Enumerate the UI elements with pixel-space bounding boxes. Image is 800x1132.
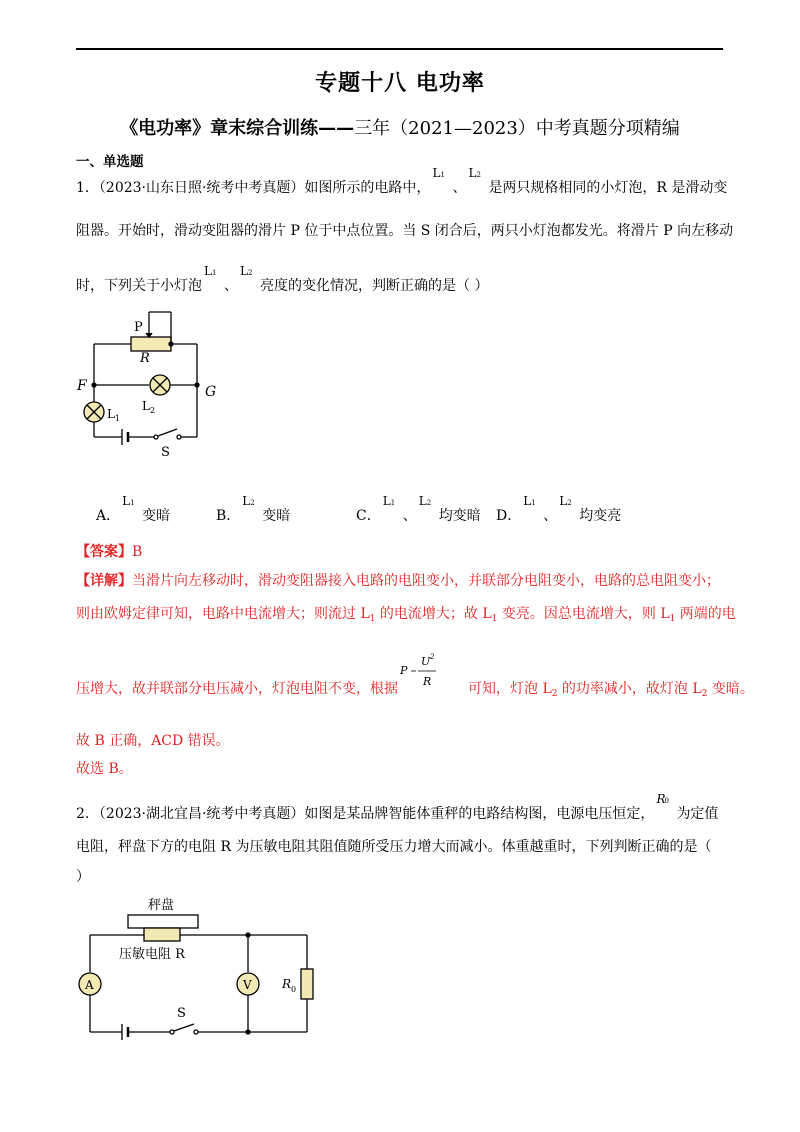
option-d-text: 均变亮 xyxy=(579,508,622,524)
q1-label-r: R xyxy=(140,351,150,366)
option-a-l: L xyxy=(122,494,131,508)
detail-line-1-text: 当滑片向左移动时，滑动变阻器接入电路的电阻变小，并联部分电阻变小，电路的总电阻变小； xyxy=(132,573,720,589)
formula-u: U xyxy=(421,655,431,668)
option-d-sub1: 1 xyxy=(531,499,536,507)
option-d-letter: D． xyxy=(496,508,522,524)
detail-l2-d: 两端的电 xyxy=(675,606,736,622)
q2-label-v: V xyxy=(243,978,252,992)
option-d-sep: 、 xyxy=(543,508,558,524)
q1-l2-letter: L xyxy=(468,166,477,180)
q1-option-d[interactable] xyxy=(496,494,622,525)
q1-symbol-l1b xyxy=(202,264,224,290)
option-b-symbol xyxy=(240,494,262,520)
page-subtitle xyxy=(0,114,800,140)
q1-line-3-b: 、 xyxy=(224,278,238,294)
q1-l1-sub: 1 xyxy=(440,171,445,179)
option-d-symbol-1 xyxy=(521,494,543,520)
q1-conclusion-2: 故选 B。 xyxy=(76,761,133,777)
option-d-l2: L xyxy=(559,494,568,508)
q1-answer xyxy=(76,541,142,561)
option-b-l: L xyxy=(242,494,251,508)
q1-detail-line-2 xyxy=(76,603,736,624)
option-c-l1: L xyxy=(382,494,391,508)
q1-symbol-l2 xyxy=(466,166,488,192)
detail-l3-c: 的功率减小，故灯泡 L xyxy=(557,681,702,697)
option-b-letter: B． xyxy=(216,508,241,524)
detail-l2-sub3: 1 xyxy=(669,614,676,624)
power-formula xyxy=(394,652,444,702)
detail-l2-sub1: 1 xyxy=(369,614,376,624)
q1-circuit-diagram xyxy=(74,304,234,464)
q1-line-1-c: 是两只规格相同的小灯泡，R 是滑动变 xyxy=(488,180,728,196)
q1-l1b-sub: 1 xyxy=(212,269,217,277)
detail-l2-c: 变亮。因总电流增大，则 L xyxy=(497,606,670,622)
option-d-symbol-2 xyxy=(557,494,579,520)
q2-label-a: A xyxy=(85,978,94,992)
detail-l2-b: 的电流增大；故 L xyxy=(375,606,492,622)
section-title: 一、单选题 xyxy=(76,154,144,170)
q1-line-3-c: 亮度的变化情况，判断正确的是（ ） xyxy=(260,278,489,294)
q1-line-1-b: 、 xyxy=(452,180,467,196)
detail-l3-a: 压增大，故并联部分电压减小，灯泡电阻不变，根据 xyxy=(76,681,398,697)
q1-label-f: F xyxy=(77,378,87,394)
answer-label: 【答案】 xyxy=(76,544,132,560)
q1-l1-letter: L xyxy=(432,166,441,180)
q1-label-l2: $L_2$ xyxy=(142,399,156,415)
q1-line-3-a: 时，下列关于小灯泡 xyxy=(76,278,202,294)
option-a-text: 变暗 xyxy=(142,508,171,524)
option-c-sub2: 2 xyxy=(426,499,432,507)
q1-symbol-l2b xyxy=(238,264,260,290)
option-c-l2: L xyxy=(418,494,427,508)
detail-l3-sub1: 2 xyxy=(551,689,558,699)
detail-l2-a: 则由欧姆定律可知，电路中电流增大；则流过 L xyxy=(76,606,370,622)
option-a-symbol xyxy=(120,494,142,520)
top-rule xyxy=(76,48,723,50)
q2-circuit-diagram xyxy=(74,892,324,1052)
q2-label-r0: $R_0$ xyxy=(282,977,297,994)
q2-line-1 xyxy=(76,792,719,823)
option-c-symbol-2 xyxy=(417,494,439,520)
option-c-letter: C． xyxy=(356,508,381,524)
page-title: 专题十八 电功率 xyxy=(315,71,485,96)
q1-l2b-letter: L xyxy=(240,264,248,278)
q2-line-1-a: 2．（2023·湖北宜昌·统考中考真题）如图是某品牌智能体重秤的电路结构图，电源电压恒定， xyxy=(76,806,655,822)
q1-conclusion-1: 故 B 正确，ACD 错误。 xyxy=(76,733,230,749)
q1-label-p: P xyxy=(134,320,143,335)
option-a-letter: A． xyxy=(96,508,121,524)
option-a-sub: 1 xyxy=(130,499,135,507)
q1-symbol-l1 xyxy=(430,166,452,192)
detail-l3-d: 变暗。 xyxy=(707,681,754,697)
formula-r: R xyxy=(423,675,432,688)
option-b-sub: 2 xyxy=(250,499,255,507)
formula-p: P xyxy=(400,664,408,677)
option-b-text: 变暗 xyxy=(262,508,291,524)
q2-line-3: ） xyxy=(76,869,90,885)
q1-detail-line-1 xyxy=(76,570,720,590)
option-d-l1: L xyxy=(523,494,532,508)
detail-l3-sub2: 2 xyxy=(701,689,708,699)
option-c-text: 均变暗 xyxy=(438,508,481,524)
q1-l2-sub: 2 xyxy=(476,171,481,179)
q1-option-c[interactable] xyxy=(356,494,481,525)
detail-label: 【详解】 xyxy=(76,573,132,589)
q2-label-s: S xyxy=(177,1006,186,1021)
detail-l2-sub2: 1 xyxy=(491,614,498,624)
q1-label-g: G xyxy=(205,384,217,400)
answer-value: B xyxy=(132,544,143,560)
option-c-symbol-1 xyxy=(381,494,403,520)
q1-l2b-sub: 2 xyxy=(248,269,253,277)
q2-symbol-r0 xyxy=(654,792,676,818)
q1-option-a[interactable] xyxy=(96,494,171,525)
option-d-sub2: 2 xyxy=(567,499,572,507)
q1-line-2: 阻器。开始时，滑动变阻器的滑片 P 位于中点位置。当 S 闭合后，两只小灯泡都发光。将滑片 P 向左移动 xyxy=(76,223,734,239)
option-c-sep: 、 xyxy=(402,508,417,524)
q2-label-pan: 秤盘 xyxy=(148,898,175,913)
subtitle-rest: 三年（2021—2023）中考真题分项精编 xyxy=(354,118,680,139)
q1-l1b-letter: L xyxy=(204,264,212,278)
q1-option-b[interactable] xyxy=(216,494,291,525)
q2-r0-letter: R xyxy=(656,792,666,806)
option-c-sub1: 1 xyxy=(390,499,396,507)
subtitle-bold: 《电功率》章末综合训练—— xyxy=(120,118,355,139)
q1-line-3 xyxy=(76,264,489,295)
q2-line-1-b: 为定值 xyxy=(676,806,719,822)
q2-label-resistor: 压敏电阻 R xyxy=(119,947,185,962)
q1-label-s: S xyxy=(161,445,170,460)
q2-r0-sub: 0 xyxy=(664,797,669,805)
q1-label-l1: $L_1$ xyxy=(107,407,121,423)
formula-sq: 2 xyxy=(430,653,435,661)
q1-line-1 xyxy=(76,166,728,197)
q2-line-2: 电阻，秤盘下方的电阻 R 为压敏电阻其阻值随所受压力增大而减小。体重越重时，下列判断正确的是（ xyxy=(76,839,712,855)
q1-line-1-a: 1．（2023·山东日照·统考中考真题）如图所示的电路中， xyxy=(76,180,431,196)
detail-l3-b: 可知，灯泡 L xyxy=(468,681,552,697)
